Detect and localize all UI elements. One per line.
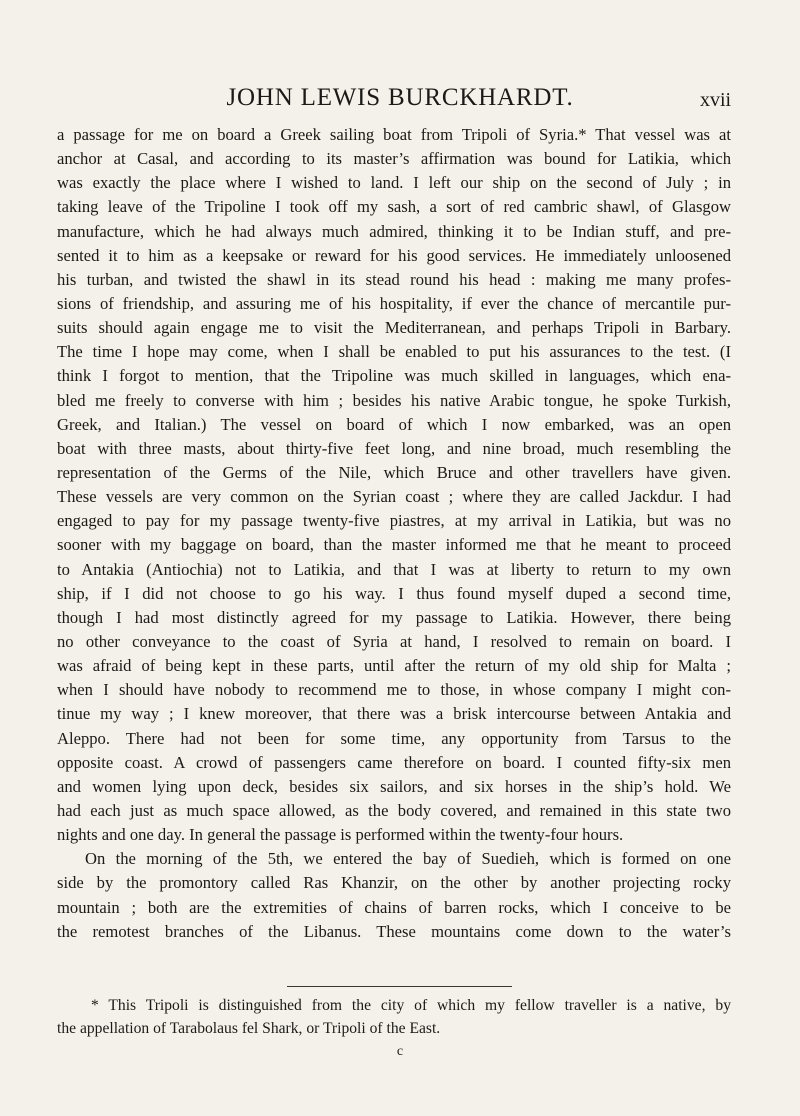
text-line: when I should have nobody to recommend me to those, in whose company I might con- — [57, 680, 731, 700]
footnote-divider — [287, 986, 512, 987]
footnote-line: the appellation of Tarabolaus fel Shark, or Tripoli of the East. — [57, 1020, 441, 1037]
body-text — [57, 123, 731, 944]
text-line: was exactly the place where I wished to land. I left our ship on the second of July ; in — [57, 173, 731, 193]
text-line: taking leave of the Tripoline I took off my sash, a sort of red cambric shawl, of Glasgow — [57, 197, 731, 217]
text-line: sented it to him as a keepsake or reward for his good services. He immediately unloosened — [57, 245, 731, 265]
text-line: nights and one day. In general the passage is performed within the twenty-four hours. — [57, 825, 624, 845]
text-line: and women lying upon deck, besides six sailors, and six horses in the ship’s hold. We — [57, 776, 731, 796]
text-line: was afraid of being kept in these parts, until after the return of my old ship for Malta ; — [57, 656, 731, 676]
text-line: sions of friendship, and assuring me of his hospitality, if ever the chance of mercantile pur- — [57, 293, 731, 313]
text-line: suits should again engage me to visit the Mediterranean, and perhaps Tripoli in Barbary. — [57, 318, 731, 338]
text-line: The time I hope may come, when I shall be enabled to put his assurances to the test. (I — [57, 342, 731, 362]
text-line: his turban, and twisted the shawl in its stead round his head : making me many profes- — [57, 269, 731, 289]
text-line: Aleppo. There had not been for some time, any opportunity from Tarsus to the — [57, 728, 731, 748]
text-line: manufacture, which he had always much admired, thinking it to be Indian stuff, and pre- — [57, 221, 731, 241]
page-number: xvii — [700, 89, 732, 111]
text-line: a passage for me on board a Greek sailing boat from Tripoli of Syria.* That vessel was at — [57, 125, 731, 144]
text-line-paragraph-start: On the morning of the 5th, we entered the bay of Suedieh, which is formed on one — [85, 849, 731, 869]
footnote-line: * This Tripoli is distinguished from the city of which my fellow traveller is a native, by — [91, 997, 731, 1014]
text-line: sooner with my baggage on board, than the master informed me that he meant to proceed — [57, 535, 731, 555]
text-line: though I had most distinctly agreed for my passage to Latikia. However, there being — [57, 607, 731, 627]
text-line: side by the promontory called Ras Khanzir, on the other by another projecting rocky — [57, 873, 731, 893]
text-line: the remotest branches of the Libanus. These mountains come down to the water’s — [57, 921, 731, 941]
text-line: tinue my way ; I knew moreover, that there was a brisk intercourse between Antakia and — [57, 704, 731, 724]
text-line: had each just as much space allowed, as the body covered, and remained in this state two — [57, 800, 731, 820]
footnote — [57, 994, 731, 1040]
text-line: engaged to pay for my passage twenty-five piastres, at my arrival in Latikia, but was no — [57, 511, 731, 531]
text-line: no other conveyance to the coast of Syria at hand, I resolved to remain on board. I — [57, 631, 731, 651]
text-line: Greek, and Italian.) The vessel on board of which I now embarked, was an open — [57, 414, 731, 434]
signature-mark: c — [396, 1044, 404, 1059]
text-line: boat with three masts, about thirty-five feet long, and nine broad, much resembling the — [57, 438, 731, 458]
text-line: mountain ; both are the extremities of chains of barren rocks, which I conceive to be — [57, 897, 731, 917]
text-line: think I forgot to mention, that the Tripoline was much skilled in languages, which ena- — [57, 366, 731, 386]
running-title: JOHN LEWIS BURCKHARDT. — [226, 84, 574, 111]
text-line: to Antakia (Antiochia) not to Latikia, and that I was at liberty to return to my own — [57, 559, 731, 579]
text-line: anchor at Casal, and according to its master’s affirmation was bound for Latikia, which — [57, 149, 731, 169]
text-line: These vessels are very common on the Syrian coast ; where they are called Jackdur. I had — [57, 487, 731, 507]
text-line: opposite coast. A crowd of passengers came therefore on board. I counted fifty-six men — [57, 752, 731, 772]
text-line: ship, if I did not choose to go his way. I thus found myself duped a second time, — [57, 583, 731, 603]
text-line: bled me freely to converse with him ; besides his native Arabic tongue, he spoke Turkish, — [57, 390, 731, 410]
text-line: representation of the Germs of the Nile, which Bruce and other travellers have given. — [57, 462, 731, 482]
